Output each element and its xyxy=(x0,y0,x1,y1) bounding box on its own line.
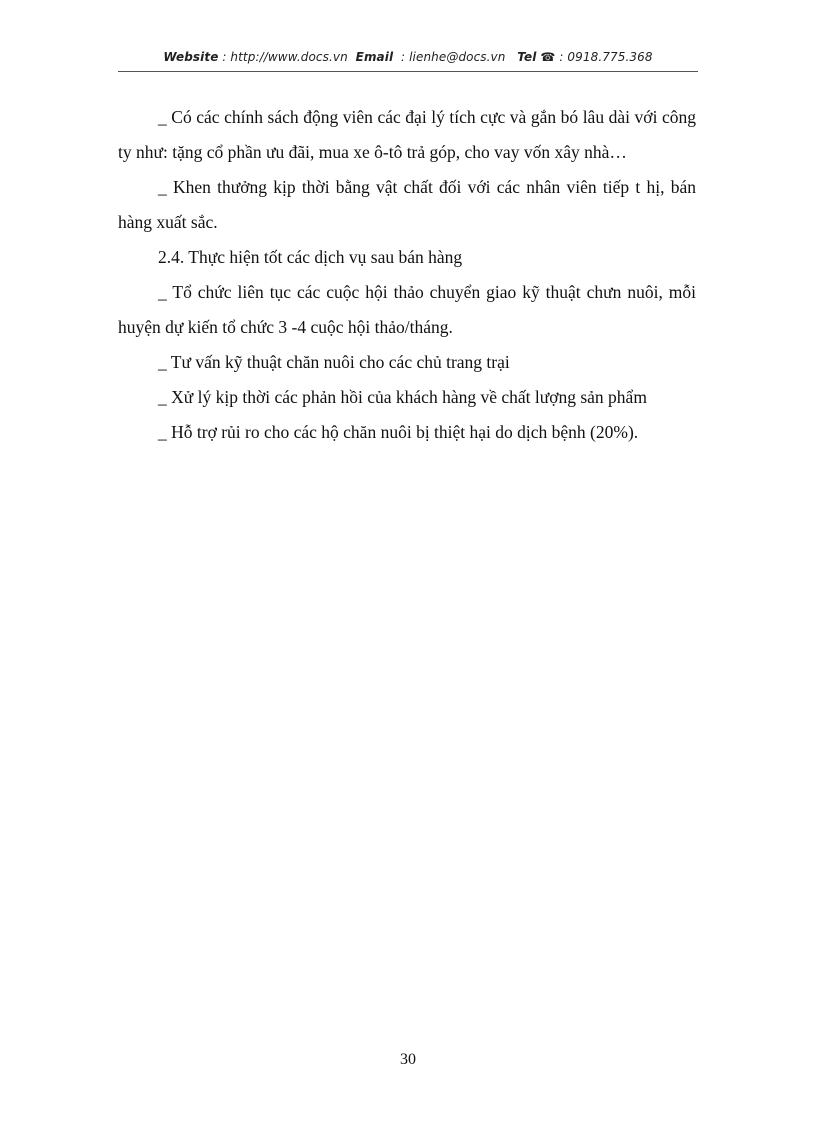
website-url[interactable]: http://www.docs.vn xyxy=(230,50,348,64)
tel-value: 0918.775.368 xyxy=(567,50,653,64)
tel-separator: : xyxy=(555,50,568,64)
section-heading-after-sales: 2.4. Thực hiện tốt các dịch vụ sau bán hàng xyxy=(158,247,463,267)
email-label: Email xyxy=(355,50,394,64)
page-number: 30 xyxy=(400,1051,416,1068)
paragraph-feedback: _ Xử lý kịp thời các phản hồi của khách hàng về chất lượng sản phẩm xyxy=(158,387,647,407)
paragraph-risk-support: _ Hỗ trợ rủi ro cho các hộ chăn nuôi bị thiệt hại do dịch bệnh (20%). xyxy=(158,422,639,442)
email-value[interactable]: lienhe@docs.vn xyxy=(409,50,506,64)
tel-label: Tel xyxy=(517,50,537,64)
paragraph-staff-rewards: _ Khen thưởng kịp thời bằng vật chất đối với các nhân viên tiếp t hị, bán hàng xuất sắc. xyxy=(118,177,696,232)
document-body xyxy=(118,100,696,450)
paragraph-dealer-incentives: _ Có các chính sách động viên các đại lý tích cực và gắn bó lâu dài với công ty như: tặng cổ phần ưu đãi, mua xe ô-tô trả góp, cho vay vốn xây nhà… xyxy=(118,107,696,162)
phone-icon: ☎ xyxy=(540,50,556,64)
email-separator: : xyxy=(397,50,410,64)
page-header xyxy=(118,50,698,64)
paragraph-workshops: _ Tổ chức liên tục các cuộc hội thảo chuyển giao kỹ thuật chưn nuôi, mỗi huyện dự kiến tổ chức 3 -4 cuộc hội thảo/tháng. xyxy=(118,282,696,337)
website-separator: : xyxy=(218,50,231,64)
website-label: Website xyxy=(163,50,219,64)
paragraph-consulting: _ Tư vấn kỹ thuật chăn nuôi cho các chủ trang trại xyxy=(158,352,510,372)
header-divider xyxy=(118,71,698,72)
